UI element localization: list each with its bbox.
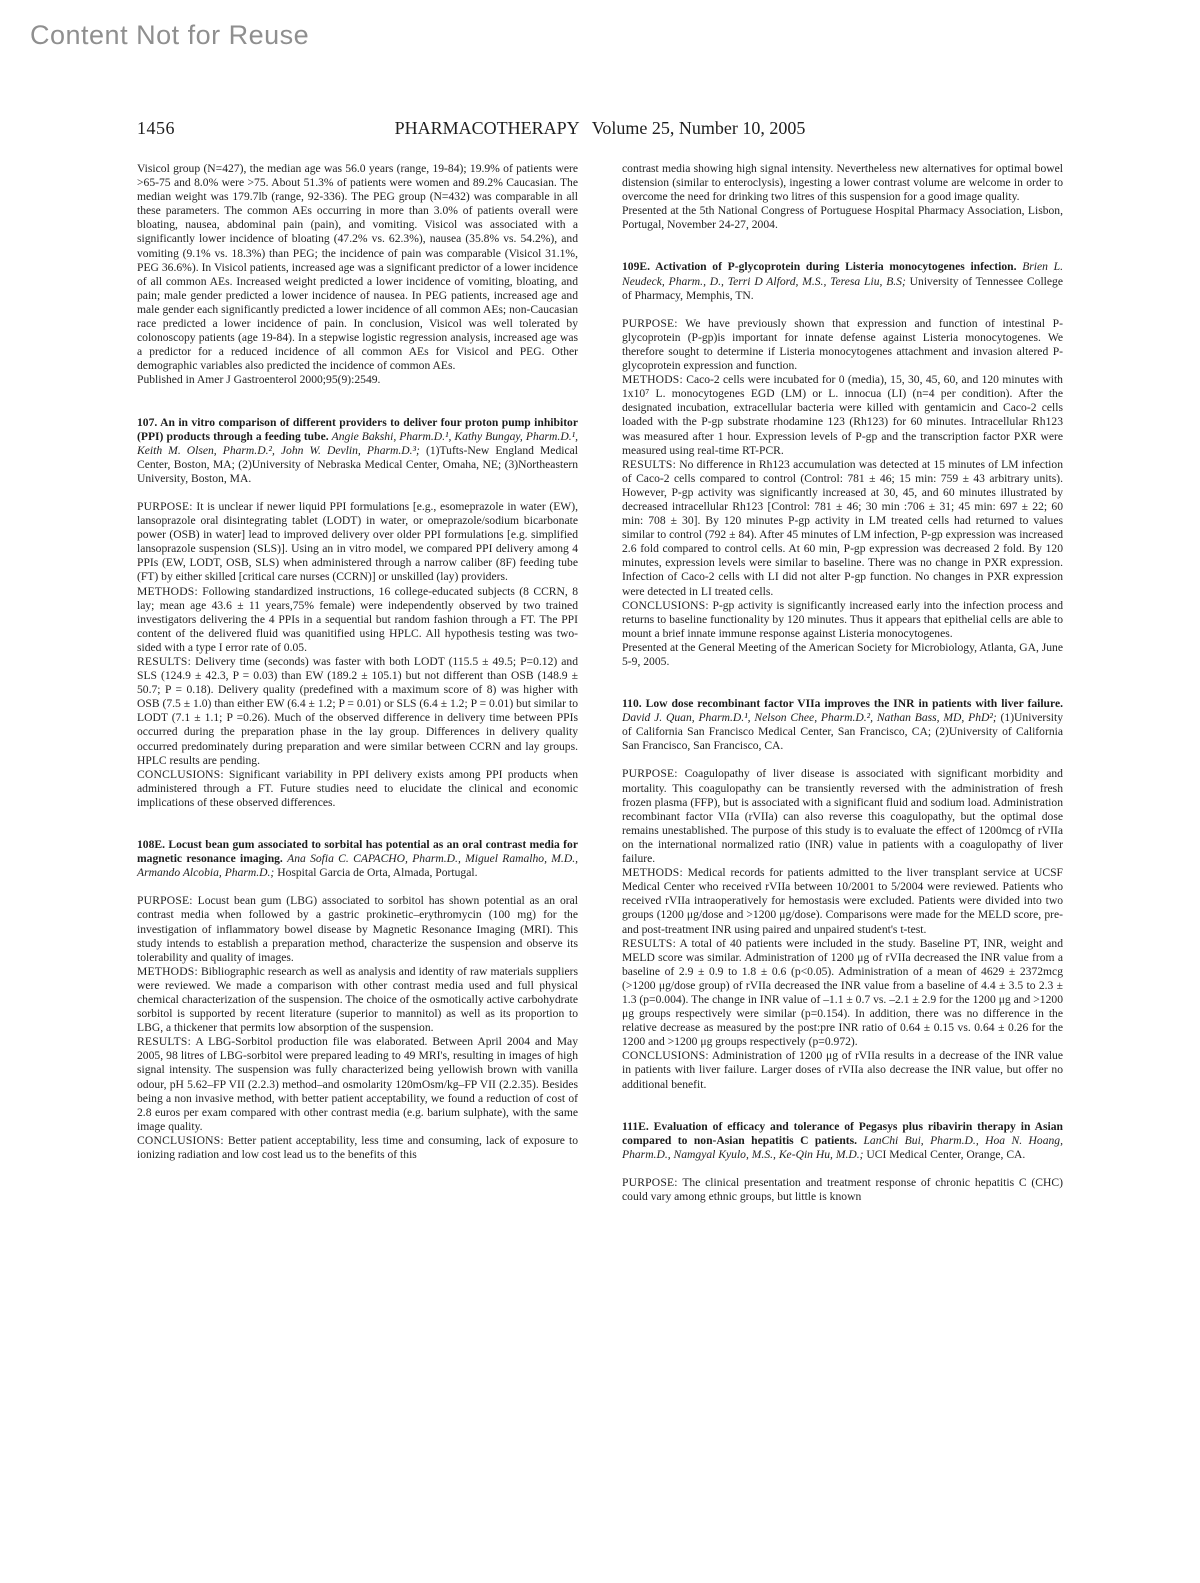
results-text: A total of 40 patients were included in the study. Baseline PT, INR, weight and MELD score was similar. Administration of 1200 μg of rVIIa decreased the INR value from a baseline of 2.9 ± 0.9 to 1.8 ± 0.6 (p<0.05). Administration of a mean of 4629 ± 2372mcg (>1200 μg/dose group) of rVIIa decreased the INR value from a baseline of 4.4 ± 3.5 to 2.3 ± 1.3 (p=0.004). The change in INR value of –1.1 ± 0.7 vs. –2.1 ± 2.9 for the 1200 μg and >1200 μg groups respectively were similar (p=0.154). In addition, there was no difference in the relative decrease as measured by the post:pre INR ratio of 0.64 ± 0.15 vs. 0.64 ± 0.26 for the 1200 and >1200 μg groups respectively (p=0.972). bbox=[622, 936, 1063, 1049]
abstract-108E-heading bbox=[137, 838, 578, 880]
abstract-111E-authors: LanChi Bui, Pharm.D., Hoa N. Hoang, Pharm.D., Namgyal Kyulo, M.S., Ke-Qin Hu, M.D.; bbox=[622, 1133, 1064, 1161]
purpose-label: PURPOSE: bbox=[137, 499, 193, 513]
methods-label: METHODS: bbox=[622, 373, 683, 387]
left-column bbox=[137, 162, 578, 1204]
page-header bbox=[137, 118, 1063, 144]
conclusions-text: Better patient acceptability, less time and consuming, lack of exposure to ionizing radiation and low cost lead us to the benefits of this bbox=[137, 1133, 578, 1161]
abstract-107-heading bbox=[137, 416, 578, 486]
abstract-111E-purpose bbox=[622, 1176, 1063, 1204]
abstract-110-title: 110. Low dose recombinant factor VIIa improves the INR in patients with liver failure. bbox=[622, 697, 1063, 711]
abstract-109E-affiliations: University of Tennessee College of Pharmacy, Memphis, TN. bbox=[622, 274, 1063, 302]
abstract-108E-results bbox=[137, 1035, 578, 1134]
conclusions-label: CONCLUSIONS: bbox=[137, 767, 224, 781]
abstract-108E-conclusions-continuation: contrast media showing high signal intensity. Nevertheless new alternatives for optimal bowel distension (similar to enteroclysis), ingesting a lower contrast volume are welcome in order to overcome the need for drinking two litres of this suspension for a good image quality. bbox=[622, 162, 1063, 204]
abstract-110-purpose bbox=[622, 767, 1063, 866]
abstract-110-methods bbox=[622, 866, 1063, 936]
conclusions-text: Significant variability in PPI delivery exists among PPI products when administered through a FT. Future studies need to elucidate the clinical and economic implications of these observed differences. bbox=[137, 767, 578, 809]
abstract-108E-conclusions bbox=[137, 1134, 578, 1162]
abstract-109E-authors: Brien L. Neudeck, Pharm., D., Terri D Alford, M.S., Teresa Liu, B.S; bbox=[622, 260, 1063, 288]
abstract-108E-affiliations: Hospital Garcia de Orta, Almada, Portugal. bbox=[277, 866, 478, 880]
purpose-text: The clinical presentation and treatment response of chronic hepatitis C (CHC) could vary among ethnic groups, but little is known bbox=[622, 1175, 1063, 1203]
abstract-108E-methods bbox=[137, 965, 578, 1035]
purpose-text: Locust bean gum (LBG) associated to sorbitol has shown potential as an oral contrast media when followed by a gastric prokinetic–erythromycin (100 mg) for the investigation of inflammatory bowel disease by Magnetic Resonance Imaging (MRI). This study intends to establish a preparation method, characterize the suspension and observe its tolerability and quality of images. bbox=[137, 894, 578, 964]
results-label: RESULTS: bbox=[622, 457, 677, 471]
abstract-107-results bbox=[137, 655, 578, 768]
abstract-106-publication-note: Published in Amer J Gastroenterol 2000;95(9):2549. bbox=[137, 373, 381, 387]
conclusions-label: CONCLUSIONS: bbox=[137, 1133, 224, 1147]
abstract-107-methods bbox=[137, 585, 578, 655]
abstract-110-conclusions bbox=[622, 1049, 1063, 1091]
abstract-107-authors: Angie Bakshi, Pharm.D.¹, Kathy Bungay, Pharm.D.¹, Keith M. Olsen, Pharm.D.², John W. Devlin, Pharm.D.³; bbox=[137, 429, 578, 457]
conclusions-label: CONCLUSIONS: bbox=[622, 598, 709, 612]
purpose-label: PURPOSE: bbox=[622, 767, 678, 781]
abstract-111E-heading bbox=[622, 1120, 1063, 1162]
abstract-108E-presented-note: Presented at the 5th National Congress of Portuguese Hospital Pharmacy Association, Lisbon, Portugal, November 24-27, 2004. bbox=[622, 204, 1063, 232]
abstract-106-continuation: Visicol group (N=427), the median age was 56.0 years (range, 19-84); 19.9% of patients were >65-75 and 8.0% were >75. About 51.3% of patients were women and 89.2% Caucasian. The median weight was 179.7lb (range, 92-336). The PEG group (N=432) was comparable in all these parameters. The common AEs occurring in more than 3.0% of patients overall were bloating, nausea, abdominal pain (pain), and vomiting. Visicol was associated with a significantly lower incidence of bloating (47.2% vs. 62.3%), nausea (35.8% vs. 54.2%), and vomiting (9.1% vs. 18.3%) than PEG; the incidence of pain was comparable (Visicol 31.1%, PEG 36.6%). In Visicol patients, increased age was a significant predictor of a lower incidence of all common AEs. Increased weight predicted a lower incidence of vomiting, bloating, and pain; male gender predicted a lower incidence of nausea. In PEG patients, increased age and male gender each significantly predicted a lower incidence of all common AEs; non-Caucasian race predicted a lower incidence of pain. In conclusion, Visicol was well tolerated by colonoscopy patients (age 19-84). In a stepwise logistic regression analysis, increased age was a predictor for a reduced incidence of all common AEs for Visicol and PEG. Other demographic variables also predicted the incidence of common AEs. bbox=[137, 162, 578, 373]
purpose-label: PURPOSE: bbox=[622, 316, 678, 330]
conclusions-text: Administration of 1200 μg of rVIIa results in a decrease of the INR value in patients with liver failure. Larger doses of rVIIa also decrease the INR value, but offer no additional benefit. bbox=[622, 1049, 1063, 1091]
abstract-110-authors: David J. Quan, Pharm.D.¹, Nelson Chee, Pharm.D.², Nathan Bass, MD, PhD²; bbox=[622, 711, 997, 725]
abstract-108E-authors: Ana Sofia C. CAPACHO, Pharm.D., Miguel Ramalho, M.D., Armando Alcobia, Pharm.D.; bbox=[137, 852, 578, 880]
abstract-107-affiliations: (1)Tufts-New England Medical Center, Boston, MA; (2)University of Nebraska Medical Center, Omaha, NE; (3)Northeastern University, Boston, MA. bbox=[137, 443, 578, 485]
right-column bbox=[622, 162, 1063, 1204]
methods-text: Caco-2 cells were incubated for 0 (media), 15, 30, 45, 60, and 120 minutes with 1x10⁷ L. monocytogenes EGD (LM) or L. innocua (LI) (n=4 per condition). After the designated incubation, extracellular bacteria were killed with gentamicin and Caco-2 cells loaded with the P-gp substrate rhodamine 123 (Rh123) for 60 minutes. Intracellular Rh123 was measured after 1 hour. Expression levels of P-gp and the transcription factor PXR were measured using real-time RT-PCR. bbox=[622, 373, 1063, 457]
results-label: RESULTS: bbox=[137, 1035, 192, 1049]
conclusions-label: CONCLUSIONS: bbox=[622, 1049, 709, 1063]
results-text: A LBG-Sorbitol production file was elaborated. Between April 2004 and May 2005, 98 litres of LBG-sorbitol were prepared leading to 49 MRI's, resulting in images of high signal intensity. The suspension was fully characterized being yellowish brown with vanilla odour, pH 5.62–FP VII (2.2.3) method–and osmolarity 120mOsm/kg–FP VII (2.2.35). Besides being a non invasive method, with better patient acceptability, we found a reduction of cost of 2.8 euros per exam compared with other contrast media (e.g. barium sulphate), with the same image quality. bbox=[137, 1035, 578, 1133]
abstract-111E-affiliations: UCI Medical Center, Orange, CA. bbox=[866, 1147, 1026, 1161]
journal-title bbox=[395, 118, 806, 139]
abstract-111E-title: 111E. Evaluation of efficacy and tolerance of Pegasys plus ribavirin therapy in Asian compared to non-Asian hepatitis C patients. bbox=[622, 1119, 1063, 1147]
abstract-109E-purpose bbox=[622, 317, 1063, 373]
page-number: 1456 bbox=[137, 118, 175, 138]
journal-name: PHARMACOTHERAPY bbox=[394, 118, 580, 138]
abstract-109E-title: 109E. Activation of P-glycoprotein during Listeria monocytogenes infection. bbox=[622, 260, 1017, 274]
abstract-109E-heading bbox=[622, 260, 1063, 302]
methods-label: METHODS: bbox=[137, 584, 198, 598]
results-label: RESULTS: bbox=[622, 936, 677, 950]
abstract-108E-title: 108E. Locust bean gum associated to sorbital has potential as an oral contrast media for magnetic resonance imaging. bbox=[137, 838, 578, 866]
abstract-107-purpose bbox=[137, 500, 578, 585]
abstract-107-conclusions bbox=[137, 768, 578, 810]
abstract-109E-methods bbox=[622, 373, 1063, 458]
journal-issue: Volume 25, Number 10, 2005 bbox=[591, 118, 806, 138]
abstract-107-title: 107. An in vitro comparison of different providers to deliver four proton pump inhibitor (PPI) products through a feeding tube. bbox=[137, 415, 578, 443]
purpose-text: It is unclear if newer liquid PPI formulations [e.g., esomeprazole in water (EW), lansoprazole oral disintegrating tablet (LODT) in water, or omeprazole/sodium bicarbonate power (OSB) in water] lead to improved delivery over older PPI formulations [e.g. simplified lansoprazole suspension (SLS)]. Using an in vitro model, we compared PPI delivery among 4 PPIs (EW, LODT, OSB, SLS) when administered through a narrow caliber (8F) feeding tube (FT) by either skilled [critical care nurses (CCRN)] or unskilled (lay) providers. bbox=[137, 499, 578, 584]
conclusions-text: P-gp activity is significantly increased early into the infection process and returns to baseline functionality by 120 minutes. Thus it appears that epithelial cells are able to mount a brief innate immune response against Listeria monocytogenes. bbox=[622, 598, 1063, 640]
methods-text: Bibliographic research as well as analysis and identity of raw materials suppliers were reviewed. We made a comparison with other contrast media used and full physical chemical characterization of the suspension. The choice of the osmotically active carbohydrate sorbitol is supported by recent literature (superior to mannitol) as well as its proportion to LBG, a thickener that permits low absorption of the suspension. bbox=[137, 964, 578, 1035]
abstract-110-affiliations: (1)University of California San Francisco Medical Center, San Francisco, CA; (2)University of California San Francisco, San Francisco, CA. bbox=[622, 711, 1063, 753]
methods-text: Following standardized instructions, 16 college-educated subjects (8 CCRN, 8 lay; mean age 43.6 ± 11 years,75% female) were independently observed by two trained investigators delivering the 4 PPIs in a sequential but random fashion through a FT. The PPI content of the delivered fluid was quanitified using HPLC. All hypothesis testing was two-sided with a type I error rate of 0.05. bbox=[137, 584, 578, 654]
abstract-109E-conclusions bbox=[622, 599, 1063, 641]
abstract-108E-purpose bbox=[137, 894, 578, 964]
abstracts-body bbox=[137, 162, 1063, 1204]
abstract-109E-presented-note: Presented at the General Meeting of the American Society for Microbiology, Atlanta, GA, June 5-9, 2005. bbox=[622, 640, 1063, 668]
methods-text: Medical records for patients admitted to the liver transplant service at UCSF Medical Center who received rVIIa between 10/2001 to 5/2004 were reviewed. Patients who received rVIIa intraoperatively for hemostasis were excluded. Patients were divided into two groups (1200 μg/dose and >1200 μg/dose). Comparisons were made for the MELD score, pre- and post-treatment INR using paired and unpaired student's t-test. bbox=[622, 866, 1063, 936]
watermark-text: Content Not for Reuse bbox=[30, 20, 310, 50]
abstract-110-results bbox=[622, 937, 1063, 1050]
purpose-text: We have previously shown that expression and function of intestinal P-glycoprotein (P-gp)is important for innate defense against Listeria monocytogenes. We therefore sought to determine if Listeria monocytogenes attachment and invasion altered P-glycoprotein expression and function. bbox=[622, 316, 1063, 373]
results-text: Delivery time (seconds) was faster with both LODT (115.5 ± 49.5; P=0.12) and SLS (124.9 ± 42.3, P = 0.03) than EW (189.2 ± 105.1) but not different than OSB (148.9 ± 50.7; P = 0.18). Delivery quality (predefined with a maximum score of 8) was higher with OSB (7.5 ± 1.0) than either EW (6.4 ± 1.2; P = 0.01) or SLS (6.4 ± 1.2; P = 0.01) but similar to LODT (7.1 ± 1.1; P =0.26). Much of the observed difference in delivery time between PPIs occurred during the preparation phase in the lay group. Differences in delivery quality occurred predominately during preparation and were similar between CCRN and lay groups. HPLC results are pending. bbox=[137, 655, 579, 767]
abstract-110-heading bbox=[622, 697, 1063, 753]
purpose-label: PURPOSE: bbox=[622, 1175, 678, 1189]
abstract-109E-results bbox=[622, 458, 1063, 599]
purpose-label: PURPOSE: bbox=[137, 894, 193, 908]
results-text: No difference in Rh123 accumulation was detected at 15 minutes of LM infection of Caco-2 cells compared to control (Control: 781 ± 46; 15 min: 759 ± 43 arbitrary units). However, P-gp activity was significantly increased at 30, 45, and 60 minutes illustrated by decreased intracellular Rh123 [Control: 781 ± 46; 30 min :706 ± 31; 45 min: 697 ± 22; 60 min: 708 ± 30]. By 120 minutes P-gp activity in LM treated cells had returned to values similar to control (792 ± 84). After 45 minutes of LM infection, P-gp expression was increased 2.6 fold compared to control cells. At 60 min, P-gp expression was decreased 2 fold. By 120 minutes, expression levels were similar to baseline. There was no change in PXR expression. Infection of Caco-2 cells with LI did not alter P-gp function. No changes in PXR expression were detected in LI treated cells. bbox=[622, 457, 1063, 598]
methods-label: METHODS: bbox=[137, 964, 198, 978]
results-label: RESULTS: bbox=[137, 655, 192, 668]
purpose-text: Coagulopathy of liver disease is associated with significant morbidity and mortality. This coagulopathy can be transiently reversed with the administration of fresh frozen plasma (FFP), but is associated with a significant fluid and sodium load. Administration recombinant factor VIIa (rVIIa) can also reverse this coagulopathy, but the optimal dose remains unestablished. The purpose of this study is to evaluate the effect of 1200mcg of rVIIa on the international normalized ratio (INR) value in patients with a coagulopathy of liver failure. bbox=[622, 767, 1063, 866]
methods-label: METHODS: bbox=[622, 866, 683, 880]
